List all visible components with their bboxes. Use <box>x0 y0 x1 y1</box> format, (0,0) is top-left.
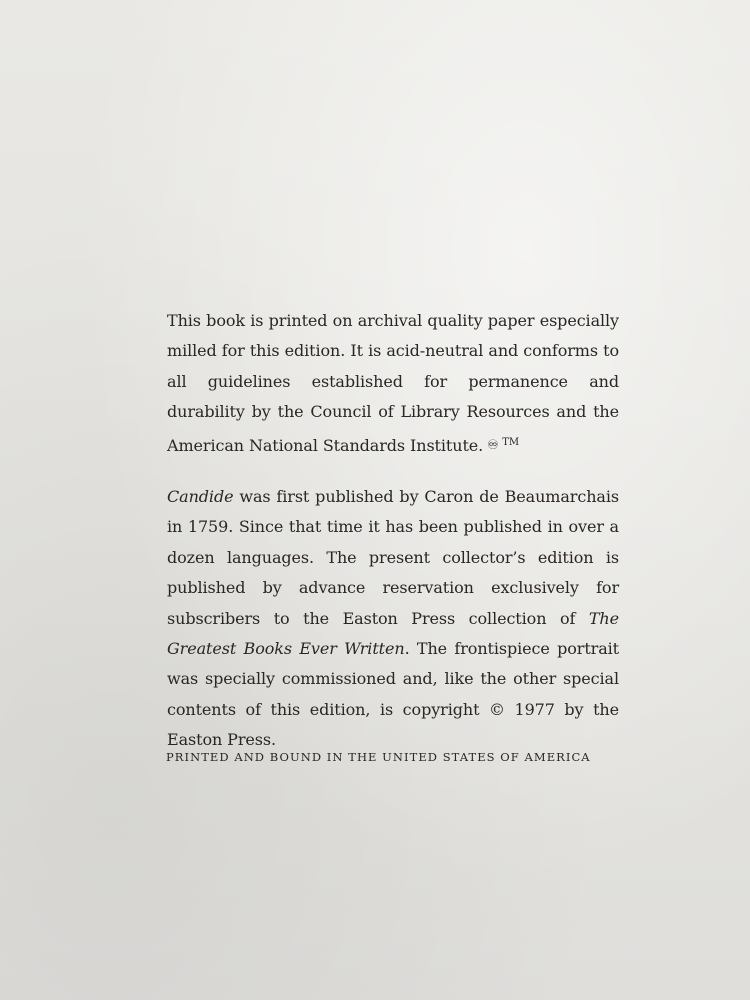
archival-paper-text: This book is printed on archival quality paper especially milled for this edition. It is acid-neutral and conforms to all guidelines established for permanence and durability by the Council of Library Resources and the American National Standards Institute. <box>167 311 619 455</box>
colophon-text-block <box>167 306 619 756</box>
trademark-mark: TM <box>502 436 519 448</box>
book-title: Candide <box>167 487 234 507</box>
publication-history-paragraph <box>167 482 619 756</box>
series-title: The Greatest Books Ever Written <box>167 608 619 659</box>
printed-in-usa-line: PRINTED AND BOUND IN THE UNITED STATES OF AMERICA <box>166 750 591 764</box>
infinity-paper-icon: ♾ <box>487 437 500 453</box>
publication-text-part2: . The frontispiece portrait was specially commissioned and, like the other special contents of this edition, is copyright © 1977 by the Easton Press. <box>167 639 619 750</box>
publication-text-part1: was first published by Caron de Beaumarchais in 1759. Since that time it has been published in over a dozen languages. The present collector’s edition is published by advance reservation exclusively for subscribers to the Easton Press collection of <box>167 487 619 628</box>
archival-paper-paragraph <box>167 306 619 461</box>
